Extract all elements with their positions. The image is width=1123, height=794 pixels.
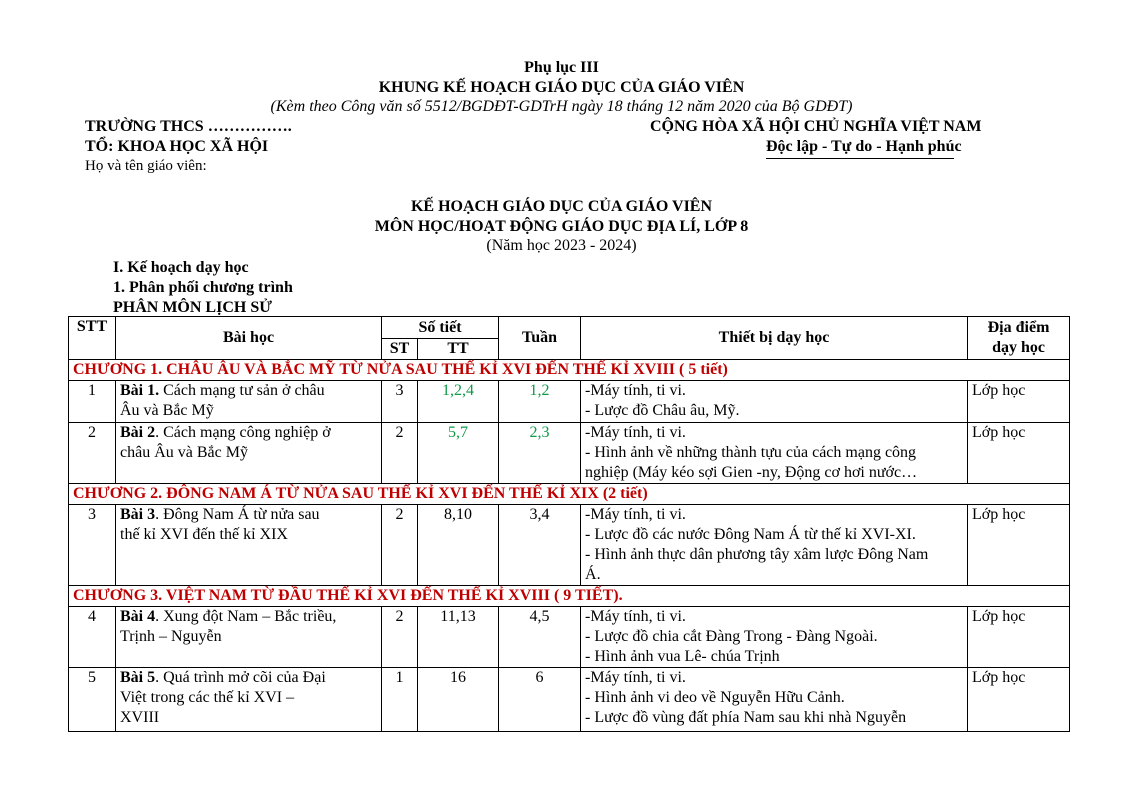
cell-week: 1,2 [499,381,581,423]
col-header-lesson: Bài học [116,317,382,360]
chapter-row [69,586,1070,607]
chapter-title: CHƯƠNG 1. CHÂU ÂU VÀ BẮC MỸ TỪ NỬA SAU THẾ KỈ XVI ĐẾN THẾ KỈ XVIII ( 5 tiết) [69,360,1070,381]
equipment-line: -Máy tính, ti vi. [585,669,686,686]
col-header-location [968,317,1070,360]
cell-st: 1 [382,668,418,732]
location-header-line1: Địa điểm [987,319,1050,336]
equipment-line: - Hình ảnh thực dân phương tây xâm lược Đông Nam [585,546,929,563]
col-header-periods: Số tiết [382,317,499,339]
cell-st: 2 [382,505,418,586]
cell-st: 2 [382,607,418,668]
cell-week: 3,4 [499,505,581,586]
table-row [69,381,1070,423]
lesson-number: Bài 2 [120,424,156,441]
cell-location: Lớp học [968,668,1070,732]
plan-title: KẾ HOẠCH GIÁO DỤC CỦA GIÁO VIÊN [410,198,713,215]
col-header-equipment: Thiết bị dạy học [581,317,968,360]
lesson-number: Bài 3 [120,506,156,523]
lesson-title-line: Âu và Bắc Mỹ [120,402,214,419]
lesson-number: Bài 4 [120,608,156,625]
equipment-line: - Hình ảnh vi deo về Nguyễn Hữu Cảnh. [585,689,845,706]
equipment-line: - Hình ảnh về những thành tựu của cách mạng công [585,444,917,461]
cell-lesson [116,423,382,484]
cell-stt: 3 [69,505,116,586]
cell-lesson [116,607,382,668]
equipment-line: -Máy tính, ti vi. [585,608,686,625]
cell-location: Lớp học [968,381,1070,423]
teaching-plan-table [68,316,1070,732]
cell-location: Lớp học [968,423,1070,484]
chapter-title: CHƯƠNG 2. ĐÔNG NAM Á TỪ NỬA SAU THẾ KỈ XVI ĐẾN THẾ KỈ XIX (2 tiết) [69,484,1070,505]
national-motto: Độc lập - Tự do - Hạnh phúc [766,138,962,155]
lesson-number: Bài 1. [120,382,160,399]
cell-week: 4,5 [499,607,581,668]
cell-week: 6 [499,668,581,732]
col-header-st: ST [382,339,418,360]
chapter-row [69,484,1070,505]
table-row [69,423,1070,484]
col-header-stt: STT [69,317,116,360]
subsection-heading: 1. Phân phối chương trình [113,279,293,296]
lesson-title-line: . Quá trình mở cõi của Đại [155,669,326,686]
main-title: KHUNG KẾ HOẠCH GIÁO DỤC CỦA GIÁO VIÊN [378,79,745,96]
cell-stt: 5 [69,668,116,732]
plan-subject: MÔN HỌC/HOẠT ĐỘNG GIÁO DỤC ĐỊA LÍ, LỚP 8 [374,218,749,235]
lesson-title-line: . Đông Nam Á từ nửa sau [155,506,320,523]
cell-lesson [116,505,382,586]
cell-equipment [581,505,968,586]
lesson-title-line: . Cách mạng công nghiệp ở [155,424,331,441]
reference-note: (Kèm theo Công văn số 5512/BGDĐT-GDTrH ngày 18 tháng 12 năm 2020 của Bộ GDĐT) [270,98,853,115]
lesson-title-line: Việt trong các thế kỉ XVI – [120,689,295,706]
table-row [69,668,1070,732]
cell-equipment [581,668,968,732]
cell-tt: 5,7 [418,423,499,484]
cell-st: 3 [382,381,418,423]
motto-underline [766,158,954,159]
lesson-title-line: XVIII [120,709,160,726]
table-header-row [69,317,1070,339]
equipment-line: - Lược đồ Châu âu, Mỹ. [585,402,740,419]
equipment-line: -Máy tính, ti vi. [585,382,686,399]
col-header-week: Tuần [499,317,581,360]
cell-location: Lớp học [968,607,1070,668]
lesson-title-line: thế kỉ XVI đến thế kỉ XIX [120,526,288,543]
lesson-title-line: châu Âu và Bắc Mỹ [120,444,248,461]
cell-location: Lớp học [968,505,1070,586]
cell-stt: 1 [69,381,116,423]
cell-equipment [581,381,968,423]
cell-stt: 4 [69,607,116,668]
equipment-line: Á. [585,566,601,583]
teacher-name-label: Họ và tên giáo viên: [85,158,207,174]
cell-tt: 1,2,4 [418,381,499,423]
cell-lesson [116,381,382,423]
lesson-title-line: Trịnh – Nguyễn [120,628,222,645]
cell-tt: 8,10 [418,505,499,586]
cell-tt: 11,13 [418,607,499,668]
table-row [69,505,1070,586]
table-row [69,607,1070,668]
school-year: (Năm học 2023 - 2024) [486,237,637,254]
school-name: TRƯỜNG THCS ……………. [85,118,292,135]
branch-heading: PHÂN MÔN LỊCH SỬ [113,299,272,316]
cell-stt: 2 [69,423,116,484]
cell-equipment [581,607,968,668]
location-header-line2: dạy học [992,339,1045,356]
cell-st: 2 [382,423,418,484]
cell-week: 2,3 [499,423,581,484]
section-heading: I. Kế hoạch dạy học [113,259,249,276]
equipment-line: -Máy tính, ti vi. [585,424,686,441]
lesson-title-line: Cách mạng tư sản ở châu [159,382,325,399]
country-name: CỘNG HÒA XÃ HỘI CHỦ NGHĨA VIỆT NAM [650,118,982,135]
cell-tt: 16 [418,668,499,732]
equipment-line: -Máy tính, ti vi. [585,506,686,523]
cell-equipment [581,423,968,484]
col-header-tt: TT [418,339,499,360]
lesson-number: Bài 5 [120,669,156,686]
lesson-title-line: . Xung đột Nam – Bắc triều, [155,608,337,625]
cell-lesson [116,668,382,732]
chapter-title: CHƯƠNG 3. VIỆT NAM TỪ ĐẦU THẾ KỈ XVI ĐẾN THẾ KỈ XVIII ( 9 TIẾT). [69,586,1070,607]
department-name: TỔ: KHOA HỌC XÃ HỘI [85,138,269,155]
equipment-line: - Lược đồ chia cắt Đàng Trong - Đàng Ngoài. [585,628,878,645]
equipment-line: - Lược đồ vùng đất phía Nam sau khi nhà Nguyễn [585,709,907,726]
chapter-row [69,360,1070,381]
equipment-line: - Lược đồ các nước Đông Nam Á từ thế kỉ XVI-XI. [585,526,916,543]
appendix-label: Phụ lục III [524,59,599,76]
equipment-line: - Hình ảnh vua Lê- chúa Trịnh [585,648,780,665]
equipment-line: nghiệp (Máy kéo sợi Gien -ny, Động cơ hơi nước… [585,464,918,481]
